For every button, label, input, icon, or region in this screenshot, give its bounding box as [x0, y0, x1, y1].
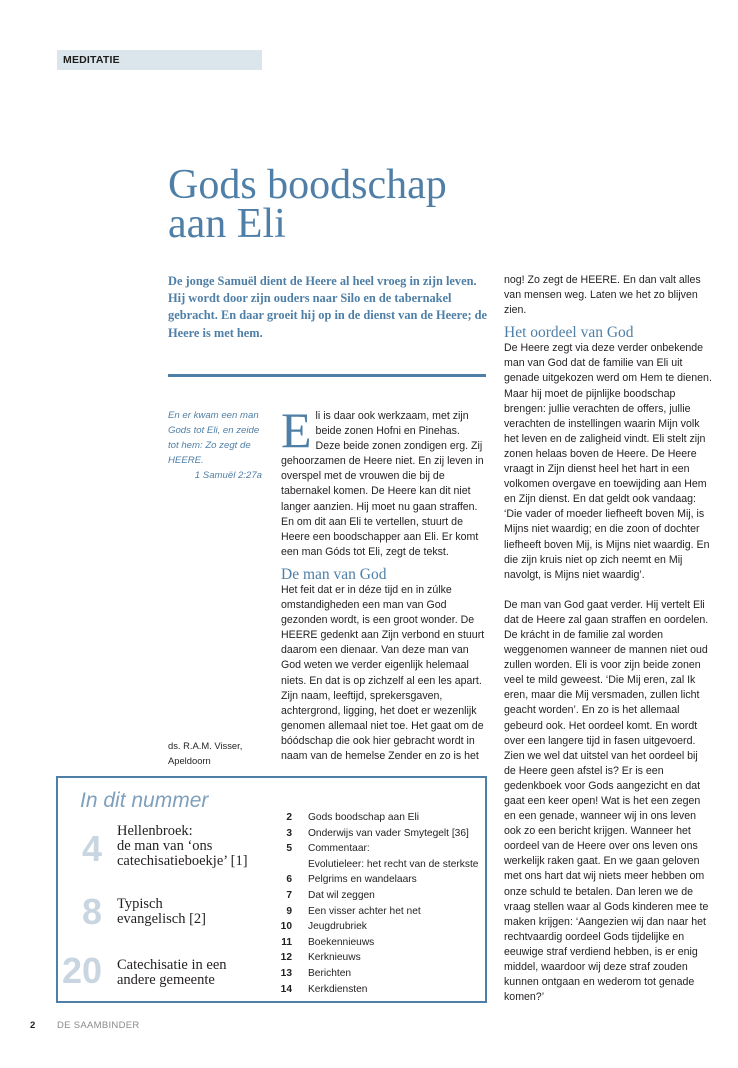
author-credit [168, 738, 268, 768]
paragraph: De man van God gaat verder. Hij vertelt Eli dat de Heere zal gaan straffen en oordelen. De krácht in de familie zal worden weggenomen wanneer de mannen niet oud zullen worden. Eli is voor zijn beide zonen veel te mild geweest. ‘Die Mij eren, zal Ik eren, maar die Mij versmaden, zullen licht geacht worden’. En zo is het allemaal gebeurd ook. Het oordeel komt. En wordt over een langere tijd in fasen uitgevoerd. Zien we wel dat uitstel van het oordeel bij de Heere geen afstel is? Er is een gedenkboek voor Gods aangezicht en dat gaat een keer open! Wat is het een zegen en een genade, wanneer wij in ons leven ook zo een bericht krijgen. Wanneer het oordeel van de Heere over ons leven ons werkelijk raken gaat. En we gaan geloven met ons hart dat wij niets meer hebben om onze schuld te betalen. Dan leren we de vraag stellen waar al Gods kinderen mee te maken krijgen: ‘Aangezien wij dan naar het rechtvaardig oordeel Gods tijdelijke en eeuwige straf verdiend hebben, is er enig middel, waardoor wij deze straf zouden kunnen ontgaan en wederom tot genade komen?’ [504, 598, 709, 1004]
toc-page-number: 3 [286, 827, 292, 839]
toc-page-number: 13 [280, 967, 292, 979]
section-label: MEDITATIE [57, 50, 262, 70]
toc-item[interactable] [275, 857, 485, 873]
toc-item[interactable] [275, 919, 485, 935]
divider-rule [168, 374, 486, 377]
toc-item[interactable] [275, 935, 485, 951]
toc-item[interactable] [275, 950, 485, 966]
feature-title-line: catechisatieboekje’ [1] [117, 853, 248, 869]
toc-page-number [275, 857, 292, 873]
author-location: Apeldoorn [168, 755, 211, 767]
feature-title-line: de man van ‘ons [117, 838, 213, 854]
article-title [168, 162, 508, 247]
paragraph: Het feit dat er in déze tijd en in zúlke omstandigheden een man van God gezonden wordt, is een groot wonder. De HEERE gedenkt aan Zijn verbond en stuurt daarom een dienaar. Van deze man van God weten we verder eigenlijk helemaal niets. En dat is op zichzelf al een les apart. Zijn naam, leeftijd, sprekersgaven, achtergrond, ligging, het doet er wezenlijk genomen allemaal niet toe. Het gaat om de bóódschap die ook hier gebracht wordt in naam van de hemelse Zender en zo is het [281, 583, 485, 762]
toc-list [275, 810, 485, 997]
toc-item-title: Berichten [308, 967, 352, 979]
feature-title-line: Hellenbroek: [117, 823, 193, 839]
feature-number: 8 [82, 891, 103, 932]
feature-title-line: Typisch [117, 896, 163, 912]
toc-page-number: 10 [280, 921, 292, 933]
feature-number: 4 [82, 828, 103, 869]
footer-page-number: 2 [30, 1020, 36, 1031]
toc-page-number: 2 [286, 812, 292, 823]
article-column-2 [281, 402, 486, 764]
subheading-oordeel-van-god: Het oordeel van God [504, 324, 634, 342]
author-name: ds. R.A.M. Visser, [168, 740, 243, 751]
toc-item-title: Pelgrims en wandelaars [308, 874, 417, 886]
toc-item[interactable] [275, 872, 485, 888]
toc-item-title: Kerkdiensten [308, 983, 368, 995]
intro-paragraph: De jonge Samuël dient de Heere al heel vroeg in zijn leven. Hij wordt door zijn ouders naar Silo en de tabernakel gebracht. En daar groeit hij op in de dienst van de Heere; de Heere is met hem. [168, 274, 488, 340]
feature-number: 20 [62, 950, 103, 991]
footer-magazine-name: DE SAAMBINDER [57, 1020, 140, 1031]
drop-cap: E [281, 402, 312, 458]
toc-item-title: Kerknieuws [308, 952, 361, 964]
subheading-man-van-god: De man van God [281, 565, 387, 583]
toc-item[interactable] [275, 888, 485, 904]
toc-item[interactable] [275, 826, 485, 842]
toc-item-title: Een visser achter het net [308, 905, 421, 917]
paragraph: De Heere zegt via deze verder onbekende man van God dat de familie van Eli uit genade uitgekozen werd om Hem te dienen. Maar hij moet de pijnlijke boodschap brengen: jullie verachten de offers, jullie verachten de instellingen waarin Mijn volk het leven en de zaligheid vindt. Eli stelt zijn zonen helaas boven de Heere. De Heere vraagt in Zijn dienst heel het hart in een volkomen overgave en toewijding aan Hem en Zijn dienst. En dat geldt ook vandaag: ‘Die vader of moeder liefheeft boven Mij, is Mijns niet waardig; en die zoon of dochter liefheeft boven Mij, is Mijns niet waardig. En die zijn kruis niet op zich neemt en Mij navolgt, is Mijns niet waardig’. [504, 342, 712, 581]
article-column-3 [504, 273, 712, 1005]
feature-title-line: evangelisch [2] [117, 911, 206, 927]
toc-item[interactable] [275, 904, 485, 920]
toc-item-title: Boekennieuws [308, 936, 375, 948]
quote-reference: 1 Samuël 2:27a [194, 470, 262, 482]
toc-item[interactable] [275, 966, 485, 982]
title-line-1: Gods boodschap [168, 162, 447, 208]
paragraph-text: li is daar ook werkzaam, met zijn beide zonen Hofni en Pinehas. Deze beide zonen zondigen erg. Zij gehoorzamen de Heere niet. En zij leven in overspel met de vrouwen die bij de tabernakel komen. De Heere kan dit niet langer aanzien. Hij moet nu gaan straffen. En om dit aan Eli te vertellen, stuurt de Heere een boodschapper aan Eli. Er komt een man Góds tot Eli, zegt de tekst. [281, 410, 484, 558]
toc-item[interactable] [275, 982, 485, 998]
paragraph: nog! Zo zegt de HEERE. En dan valt alles van mensen weg. Laten we het zo blijven zien. [504, 274, 701, 317]
toc-page-number: 11 [281, 936, 292, 948]
scripture-quote [168, 408, 268, 483]
toc-heading: In dit nummer [80, 789, 209, 812]
toc-page-number: 5 [286, 843, 292, 855]
toc-page-number: 9 [286, 905, 292, 917]
feature-title-line: andere gemeente [117, 972, 215, 988]
toc-page-number: 6 [286, 874, 292, 886]
toc-page-number: 7 [286, 889, 292, 901]
toc-item-title: Onderwijs van vader Smytegelt [36] [308, 827, 469, 839]
toc-item-title: Evolutieleer: het recht van de sterkste [308, 858, 479, 870]
feature-title [117, 897, 277, 927]
toc-item[interactable] [275, 841, 485, 857]
paragraph-gap [504, 583, 712, 598]
toc-page-number: 12 [280, 952, 292, 964]
toc-item-title: Gods boodschap aan Eli [308, 812, 420, 823]
feature-title [117, 958, 277, 988]
toc-item-title: Commentaar: [308, 843, 370, 855]
toc-item-title: Jeugdrubriek [308, 921, 367, 933]
title-line-2: aan Eli [168, 201, 286, 247]
feature-title [117, 824, 277, 869]
toc-item-title: Dat wil zeggen [308, 889, 375, 901]
feature-title-line: Catechisatie in een [117, 957, 227, 973]
paragraph [281, 402, 486, 560]
quote-text: En er kwam een man Gods tot Eli, en zeide tot hem: Zo zegt de HEERE. [168, 410, 260, 467]
toc-item[interactable] [275, 810, 485, 826]
toc-page-number: 14 [280, 983, 292, 995]
